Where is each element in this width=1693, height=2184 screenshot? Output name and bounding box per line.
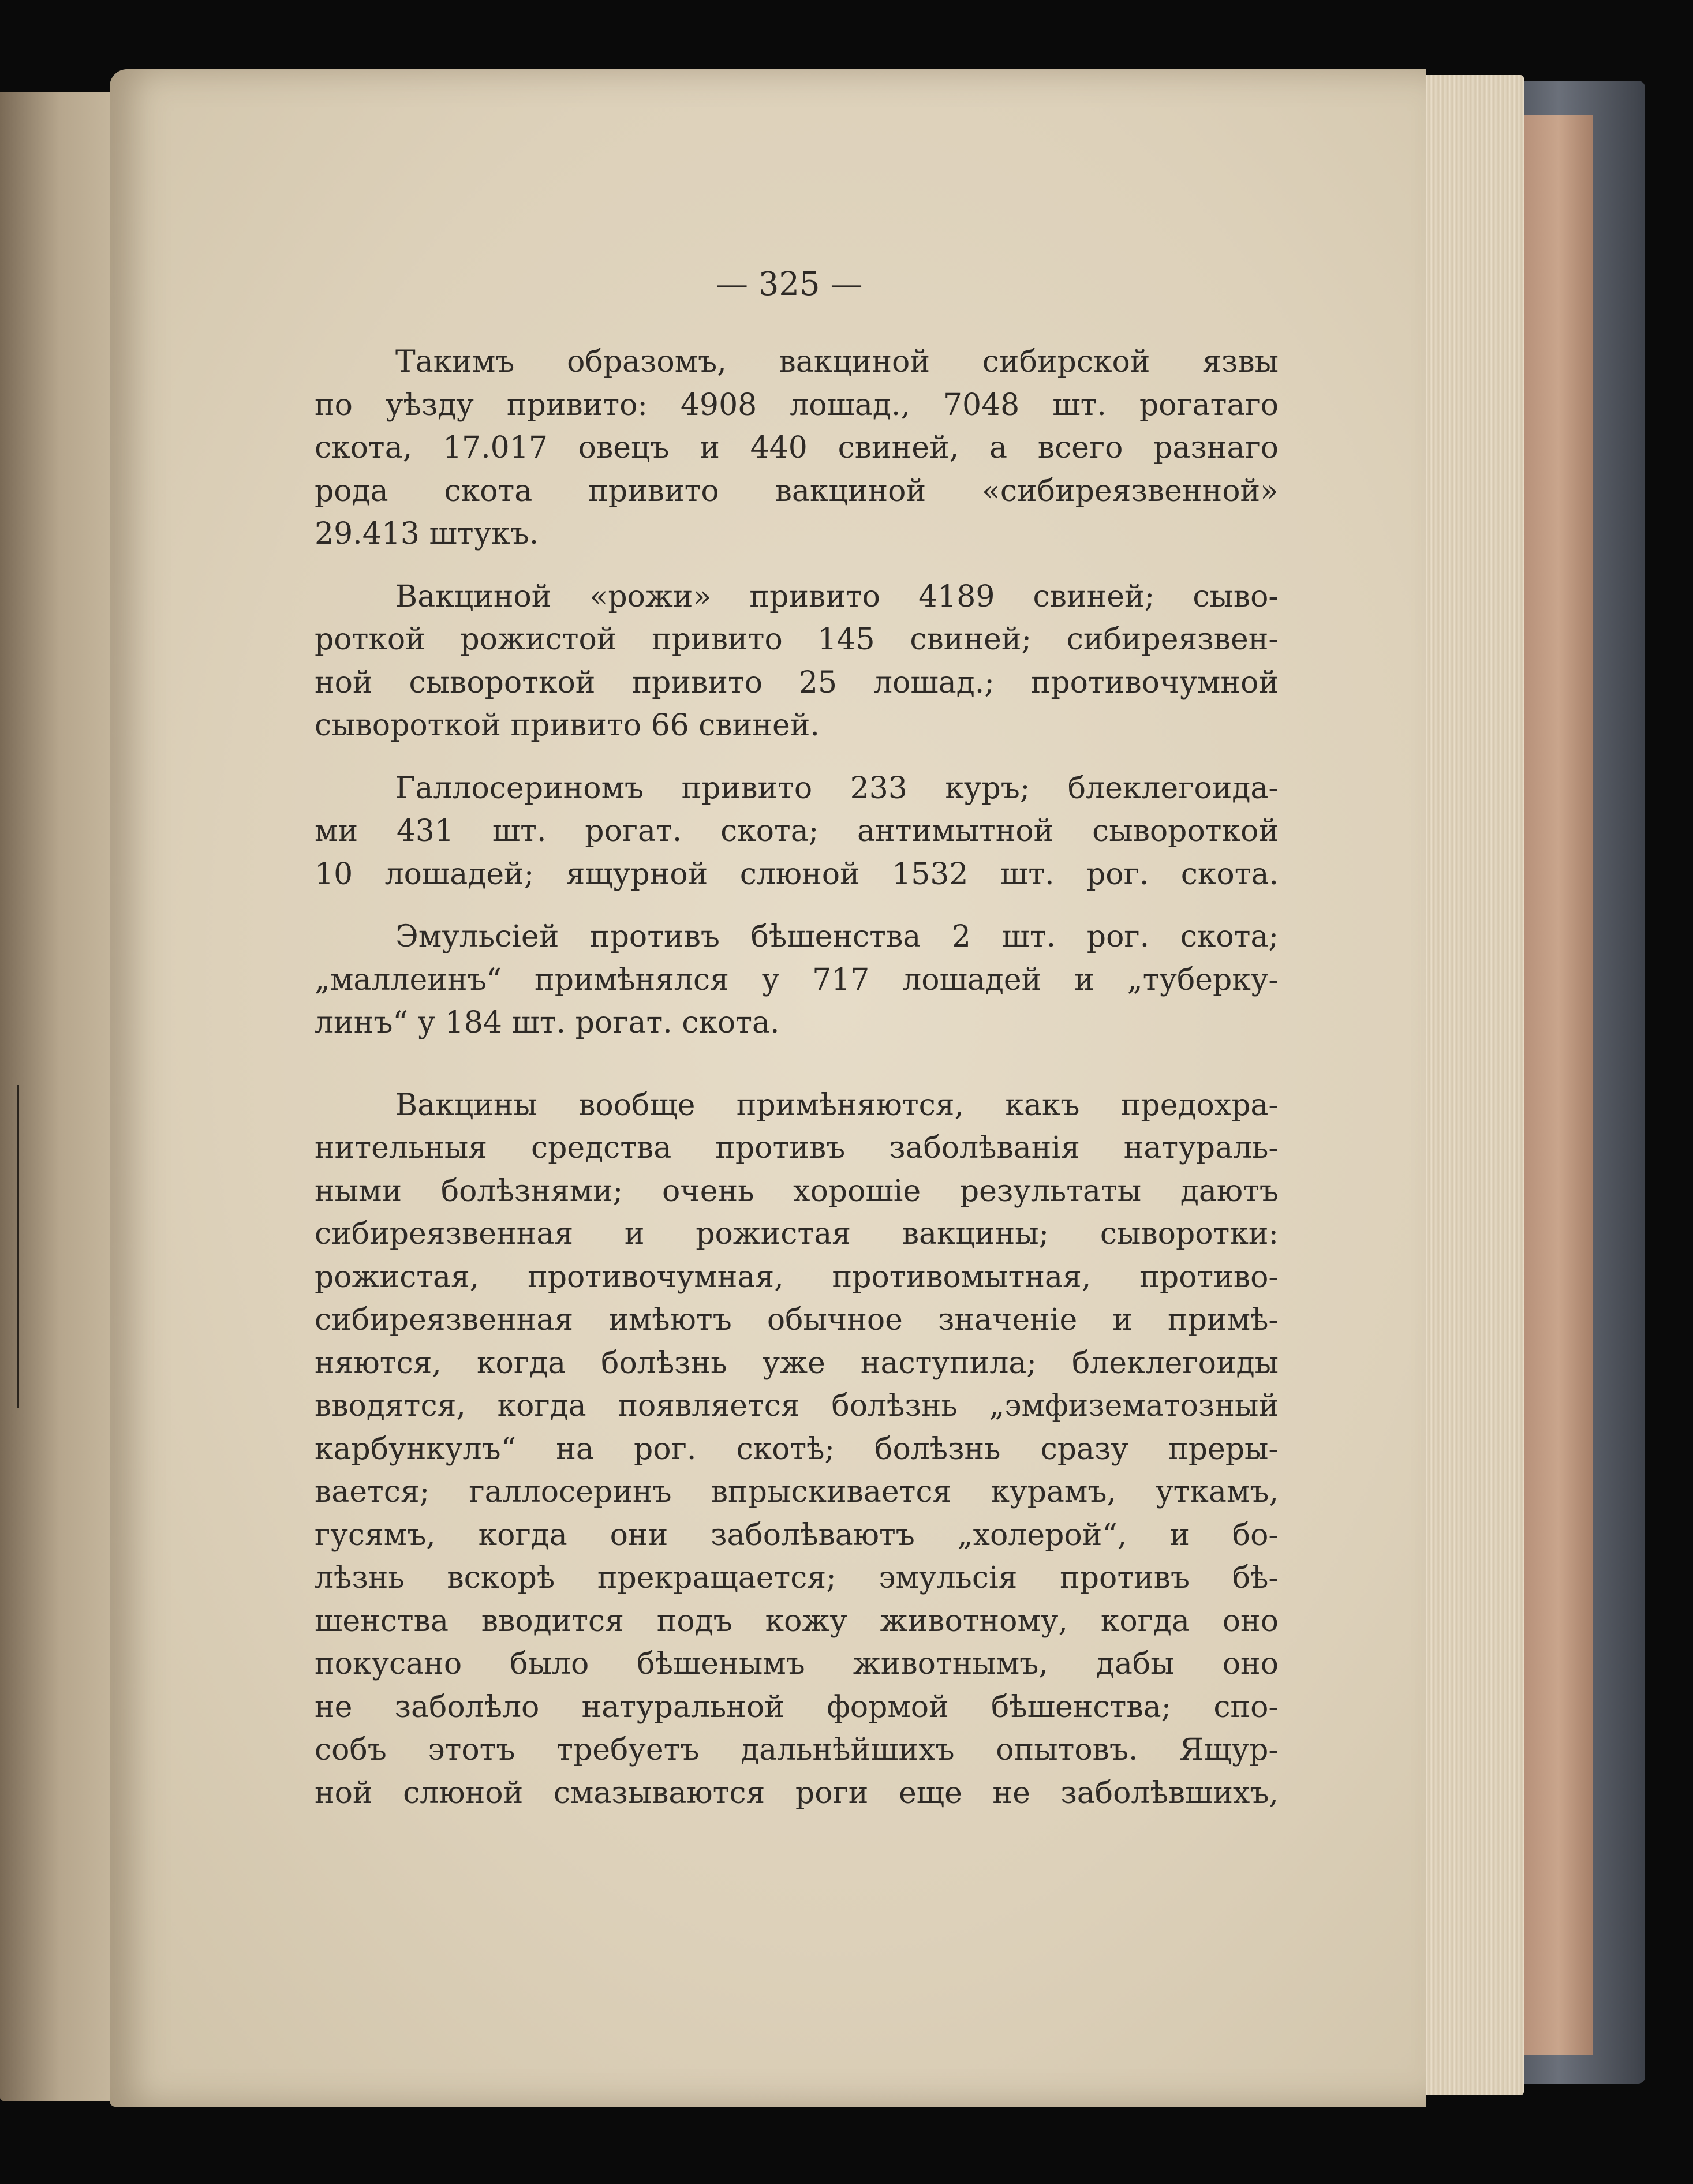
paragraph (315, 915, 1279, 1045)
text-line: лѣзнь вскорѣ прекращается; эмульсія противъ бѣ- (315, 1561, 1279, 1595)
text-line: сибиреязвенная и рожистая вакцины; сыворотки: (315, 1217, 1279, 1251)
text-line: вается; галлосеринъ впрыскивается курамъ, уткамъ, (315, 1475, 1279, 1509)
text-line: нительныя средства противъ заболѣванія натураль- (315, 1131, 1279, 1165)
text-line: покусано было бѣшенымъ животнымъ, дабы оно (315, 1647, 1279, 1681)
text-line: ной слюной смазываются роги еще не заболѣвшихъ, (315, 1775, 1279, 1811)
text-line: рода скота привито вакциной «сибиреязвенной» (315, 473, 1279, 508)
text-line: Эмульсіей противъ бѣшенства 2 шт. рог. скота; (395, 919, 1279, 954)
text-line: Галлосериномъ привито 233 куръ; блеклегоида- (395, 771, 1279, 806)
text-line: Вакциной «рожи» привито 4189 свиней; сыво- (395, 579, 1279, 614)
paragraph (315, 1084, 1279, 1815)
paragraph (315, 341, 1279, 556)
text-line: шенства вводится подъ кожу животному, когда оно (315, 1603, 1279, 1639)
text-line: Такимъ образомъ, вакциной сибирской язвы (395, 345, 1279, 379)
text-line: карбункулъ“ на рог. скотѣ; болѣзнь сразу преры- (315, 1431, 1279, 1467)
text-line: роткой рожистой привито 145 свиней; сибиреязвен- (315, 622, 1279, 657)
text-line: скота, 17.017 овецъ и 440 свиней, а всего разнаго (315, 431, 1279, 465)
text-line: ми 431 шт. рогат. скота; антимытной сывороткой (315, 814, 1279, 848)
text-line: не заболѣло натуральной формой бѣшенства; спо- (315, 1689, 1279, 1725)
text-line: сывороткой привито 66 свиней. (315, 708, 820, 743)
page-stack-edge (1408, 75, 1524, 2095)
text-line: вводятся, когда появляется болѣзнь „эмфизематозный (315, 1389, 1279, 1423)
text-line: сибиреязвенная имѣютъ обычное значеніе и примѣ- (315, 1303, 1279, 1337)
paragraph (315, 767, 1279, 896)
right-page (110, 69, 1426, 2107)
text-line: „маллеинъ“ примѣнялся у 717 лошадей и „туберку- (315, 962, 1279, 997)
text-body (315, 341, 1279, 1815)
text-line: собъ этотъ требуетъ дальнѣйшихъ опытовъ. Ящур- (315, 1733, 1279, 1767)
left-page-rule (0, 1085, 19, 1408)
text-line: рожистая, противочумная, противомытная, противо- (315, 1259, 1279, 1295)
text-line: 29.413 штукъ. (315, 517, 539, 551)
text-line: няются, когда болѣзнь уже наступила; блеклегоиды (315, 1345, 1279, 1381)
text-line: 10 лошадей; ящурной слюной 1532 шт. рог. скота. (315, 857, 1279, 892)
text-line: ной сывороткой привито 25 лошад.; противочумной (315, 665, 1279, 700)
text-line: гусямъ, когда они заболѣваютъ „холерой“, и бо- (315, 1517, 1279, 1553)
text-line: по уѣзду привито: 4908 лошад., 7048 шт. рогатаго (315, 387, 1279, 422)
paragraph (315, 575, 1279, 747)
text-line: линъ“ у 184 шт. рогат. скота. (315, 1005, 780, 1040)
text-line: Вакцины вообще примѣняются, какъ предохра- (395, 1087, 1279, 1123)
text-line: ными болѣзнями; очень хорошіе результаты даютъ (315, 1173, 1279, 1209)
page-number: — 325 — (716, 265, 863, 303)
cover-edge (1524, 115, 1593, 2055)
